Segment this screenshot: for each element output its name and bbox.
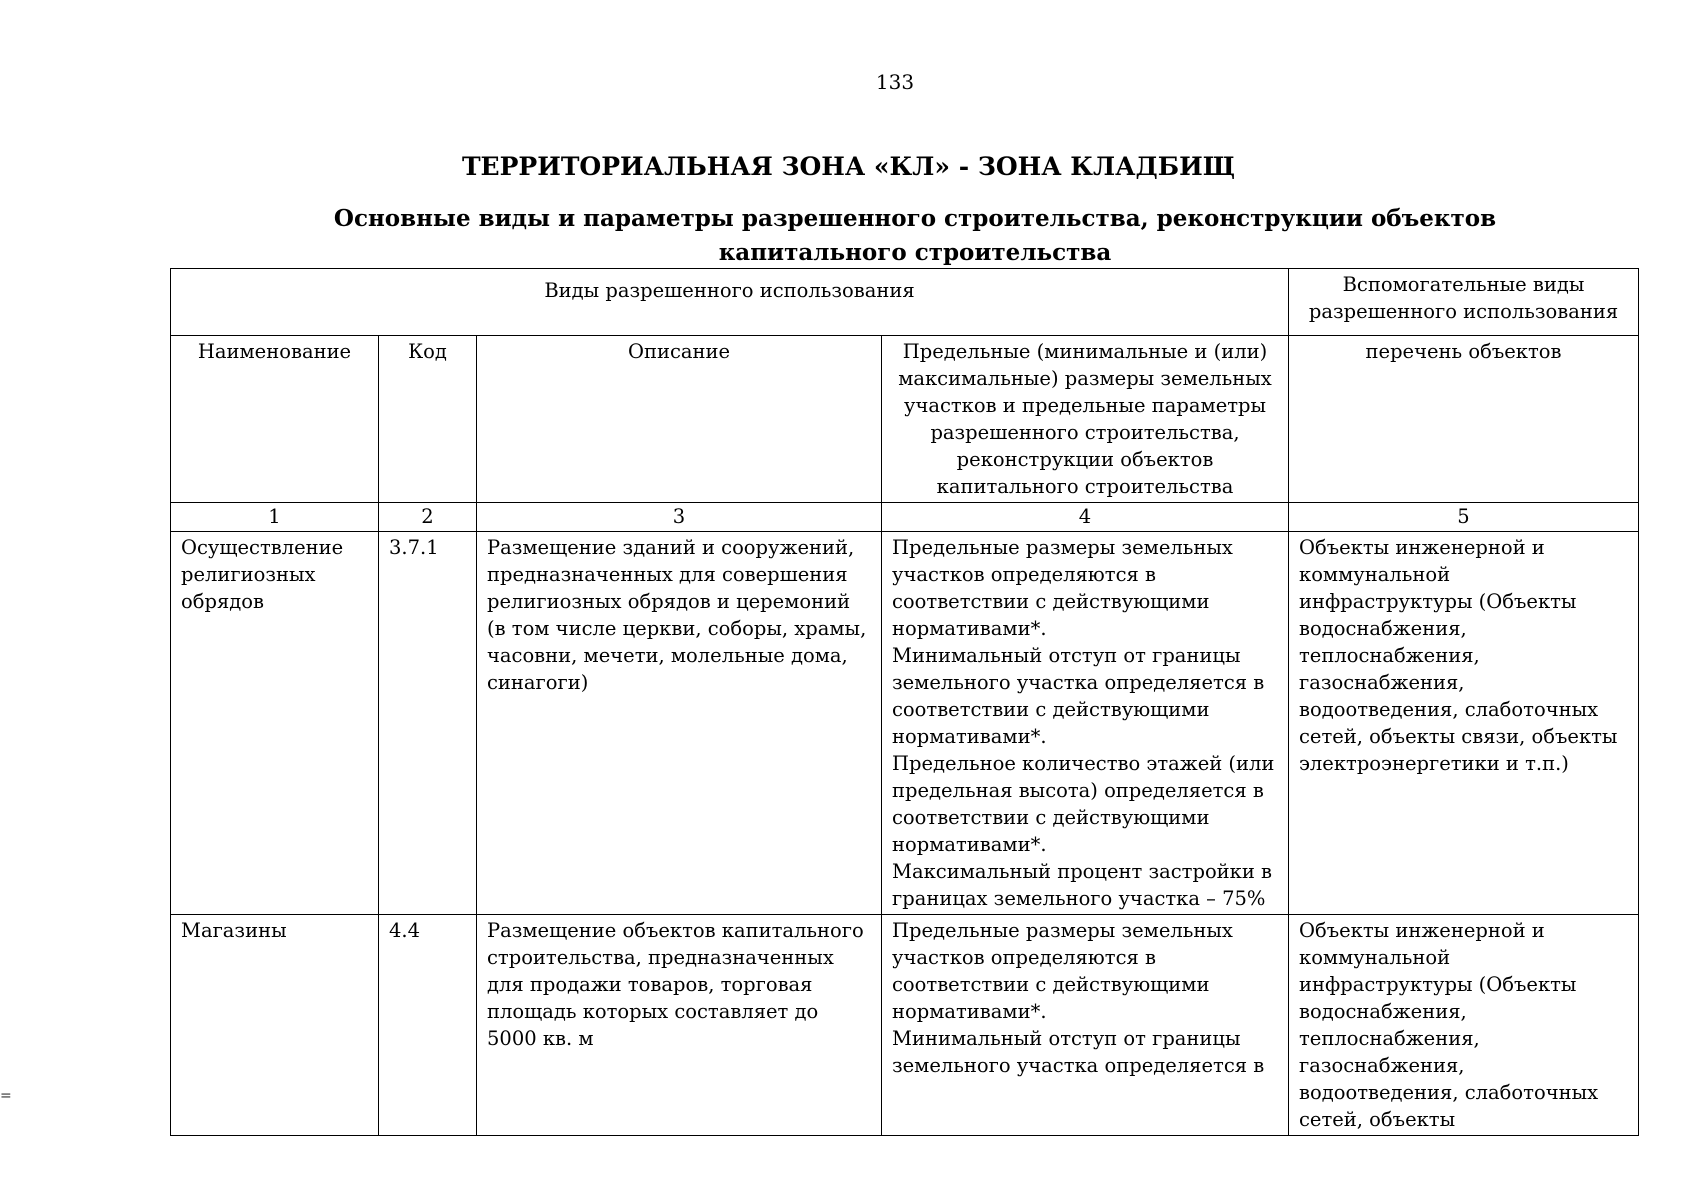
group-header-uses: Виды разрешенного использования <box>171 269 1289 336</box>
auxiliary-objects: Объекты инженерной и коммунальной инфраструктуры (Объекты водоснабжения, теплоснабжения, газоснабжения, водоотведения, слаботочных сетей, объекты связи, объекты электроэнергетики и т.п.) <box>1289 532 1639 915</box>
limit-line: Предельное количество этажей (или предельная высота) определяется в соответствии с действующими нормативами*. <box>892 752 1275 856</box>
use-description: Размещение объектов капитального строительства, предназначенных для продажи товаров, торговая площадь которых составляет до 5000 кв. м <box>477 915 882 1136</box>
table-row <box>171 532 1639 915</box>
table-row <box>171 915 1639 1136</box>
limit-line: Максимальный процент застройки в границах земельного участка – 75% <box>892 860 1273 910</box>
zone-title: ТЕРРИТОРИАЛЬНАЯ ЗОНА «КЛ» - ЗОНА КЛАДБИЩ <box>461 152 1236 181</box>
use-limits <box>882 915 1289 1136</box>
use-description: Размещение зданий и сооружений, предназначенных для совершения религиозных обрядов и церемоний (в том числе церкви, соборы, храмы, часовни, мечети, молельные дома, синагоги) <box>477 532 882 915</box>
column-header-description: Описание <box>477 336 882 503</box>
use-limits <box>882 532 1289 915</box>
land-use-table <box>170 268 1639 1136</box>
column-number: 5 <box>1289 503 1639 532</box>
limit-line: Предельные размеры земельных участков определяются в соответствии с действующими нормативами*. <box>892 919 1233 1023</box>
column-number: 1 <box>171 503 379 532</box>
group-header-row <box>171 269 1639 336</box>
table-subtitle: Основные виды и параметры разрешенного строительства, реконструкции объектов капитального строительства <box>333 205 1497 266</box>
margin-mark: = <box>0 1088 12 1104</box>
column-header-name: Наименование <box>171 336 379 503</box>
limit-line: Предельные размеры земельных участков определяются в соответствии с действующими нормативами*. <box>892 536 1233 640</box>
use-name: Осуществление религиозных обрядов <box>171 532 379 915</box>
column-header-limits: Предельные (минимальные и (или) максимальные) размеры земельных участков и предельные параметры разрешенного строительства, реконструкции объектов капитального строительства <box>882 336 1289 503</box>
column-number: 2 <box>379 503 477 532</box>
column-number-row <box>171 503 1639 532</box>
use-code: 3.7.1 <box>379 532 477 915</box>
column-header-row <box>171 336 1639 503</box>
column-header-objects: перечень объектов <box>1289 336 1639 503</box>
use-code: 4.4 <box>379 915 477 1136</box>
group-header-auxiliary: Вспомогательные виды разрешенного использования <box>1289 269 1639 336</box>
column-header-code: Код <box>379 336 477 503</box>
column-number: 3 <box>477 503 882 532</box>
page-number: 133 <box>875 70 915 94</box>
limit-line: Минимальный отступ от границы земельного участка определяется в <box>892 1027 1265 1077</box>
limit-line: Минимальный отступ от границы земельного участка определяется в соответствии с действующими нормативами*. <box>892 644 1265 748</box>
column-number: 4 <box>882 503 1289 532</box>
use-name: Магазины <box>171 915 379 1136</box>
auxiliary-objects: Объекты инженерной и коммунальной инфраструктуры (Объекты водоснабжения, теплоснабжения, газоснабжения, водоотведения, слаботочных сетей, объекты <box>1289 915 1639 1136</box>
